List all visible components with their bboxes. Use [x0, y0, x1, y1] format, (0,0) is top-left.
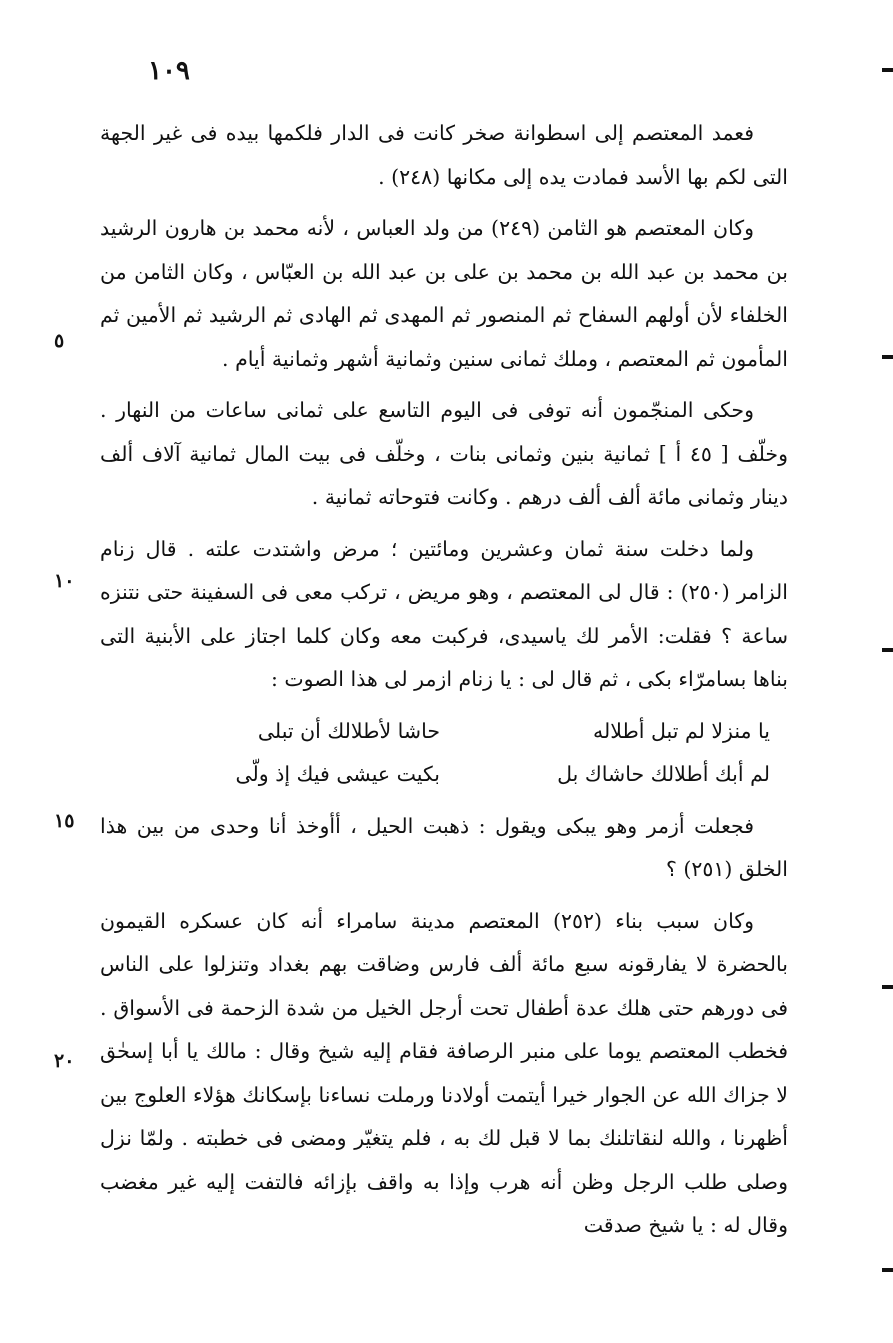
paragraph: وحكى المنجّمون أنه توفى فى اليوم التاسع على ثمانى ساعات من النهار . وخلّف [ ٤٥ أ ] ثمانية بنين وثمانى بنات ، وخلّف فى بيت المال ثمانية آلاف ألف دينار وثمانى مائة ألف ألف درهم . وكانت فتوحاته ثمانية .	[100, 398, 788, 509]
paragraph: وكان المعتصم هو الثامن (٢٤٩) من ولد العباس ، لأنه محمد بن هارون الرشيد بن محمد بن عبد الله بن محمد بن على بن عبد الله بن العبّاس ، وكان الثامن من الخلفاء لأن أولهم السفاح ثم المنصور ثم المهدى ثم الهادى ثم الرشيد ثم الأمين ثم المأمون ثم المعتصم ، وملك ثمانى سنين وثمانية أشهر وثمانية أيام .	[100, 216, 788, 371]
line-number: ٢٠	[54, 1050, 75, 1072]
body-text	[100, 112, 788, 1256]
edge-mark	[882, 648, 893, 652]
verse-second-hemistich: بكيت عيشى فيك إذ ولّى	[235, 762, 440, 786]
edge-mark	[882, 985, 893, 989]
page-number: ١٠٩	[148, 56, 190, 86]
line-number: ١٥	[54, 810, 75, 832]
verse-line	[100, 753, 788, 797]
verse-block	[100, 710, 788, 797]
line-number: ١٠	[54, 570, 75, 592]
edge-mark	[882, 68, 893, 72]
paragraph: فعمد المعتصم إلى اسطوانة صخر كانت فى الدار فلكمها بيده فى غير الجهة التى لكم بها الأسد فمادت يده إلى مكانها (٢٤٨) .	[100, 121, 788, 189]
line-number: ٥	[54, 330, 65, 352]
edge-mark	[882, 355, 893, 359]
paragraph: ولما دخلت سنة ثمان وعشرين ومائتين ؛ مرض واشتدت علته . قال زنام الزامر (٢٥٠) : قال لى المعتصم ، وهو مريض ، تركب معى فى السفينة حتى نتنزه ساعة ؟ فقلت: الأمر لك ياسيدى، فركبت معه وكان كلما اجتاز على الأبنية التى بناها بسامرّاء بكى ، ثم قال لى : يا زنام ازمر لى هذا الصوت :	[100, 536, 788, 691]
verse-first-hemistich: يا منزلا لم تبل أطلاله	[593, 718, 770, 743]
paragraph: فجعلت أزمر وهو يبكى ويقول : ذهبت الحيل ، أأوخذ أنا وحدى من بين هذا الخلق (٢٥١) ؟	[100, 813, 788, 881]
paragraph: وكان سبب بناء (٢٥٢) المعتصم مدينة سامراء أنه كان عسكره القيمون بالحضرة لا يفارقونه سبع مائة ألف فارس وضاقت بهم بغداد وتنزلوا على الناس فى دورهم حتى هلك عدة أطفال تحت أرجل الخيل من شدة الزحمة فى الأسواق . فخطب المعتصم يوما على منبر الرصافة فقام إليه شيخ وقال : مالك يا أبا إسحٰق لا جزاك الله عن الجوار خيرا أيتمت أولادنا ورملت نساءنا بإسكانك هؤلاء العلوج بين أظهرنا ، والله لنقاتلنك بما لا قبل لك به ، فلم يتغيّر ومضى فى خطبته . ولمّا نزل وصلى طلب الرجل وظن أنه هرب وإذا به واقف بإزائه فالتفت إليه غير مغضب وقال له : يا شيخ صدقت	[100, 908, 788, 1237]
verse-second-hemistich: حاشا لأطلالك أن تبلى	[257, 718, 440, 743]
edge-mark	[882, 1268, 893, 1272]
verse-line	[100, 710, 788, 754]
verse-first-hemistich: لم أبك أطلالك حاشاك بل	[557, 762, 770, 786]
